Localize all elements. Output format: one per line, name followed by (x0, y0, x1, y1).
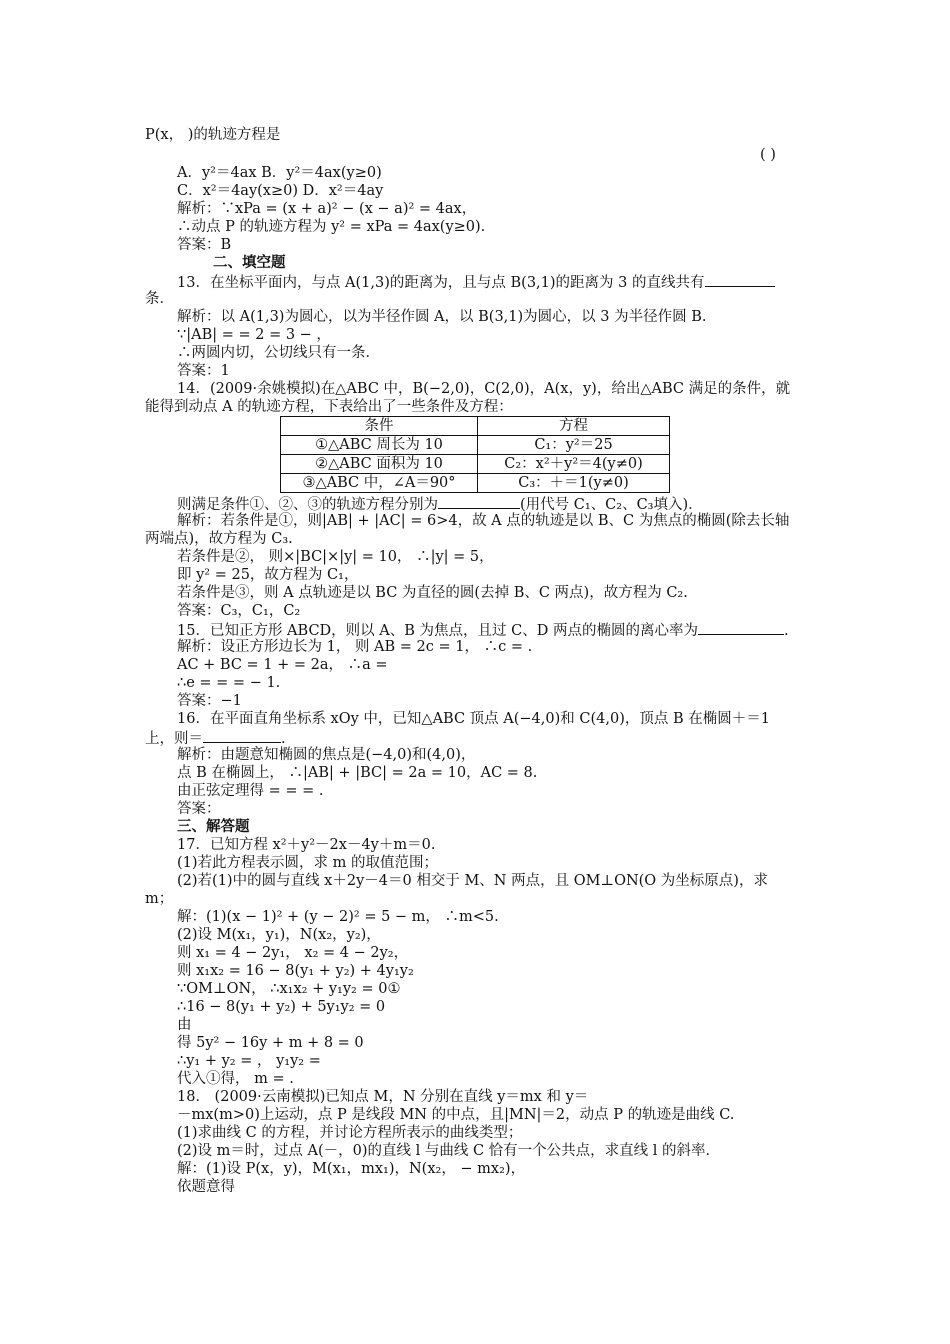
text-line-content: ∴16 − 8(y₁ + y₂) + 5y₁y₂ = 0 (177, 999, 386, 1015)
text-line-content: 点 B 在椭圆上， ∴|AB| + |BC| = 2a = 10，AC = 8. (177, 765, 538, 781)
table-row (281, 474, 670, 493)
text-line-content: ( ) (760, 147, 776, 163)
text-line (177, 1034, 364, 1052)
text-line-content: ∴两圆内切，公切线只有一条． (177, 345, 380, 361)
text-line-content: 两端点)，故方程为 C₃. (145, 531, 293, 547)
text-line-content: 则 x₁ = 4 − 2y₁， x₂ = 4 − 2y₂， (177, 945, 409, 961)
text-line-content: 解：(1)设 P(x，y)，M(x₁，mx₁)，N(x₂， − mx₂)， (177, 1161, 526, 1177)
text-line (145, 126, 280, 144)
text-line (177, 272, 775, 292)
text-line (145, 290, 174, 308)
text-line-content: 解析：设正方形边长为 1， 则 AB = 2c = 1， ∴c = . (177, 639, 533, 655)
text-line-content: 答案：1 (177, 363, 230, 379)
text-line (177, 638, 532, 656)
text-line (177, 656, 388, 674)
text-line-content: (1)若此方程表示圆，求 m 的取值范围； (177, 855, 439, 871)
text-line-content: 则 x₁x₂ = 16 − 8(y₁ + y₂) + 4y₁y₂ (177, 963, 414, 979)
table-row (281, 436, 670, 455)
table-cell: ①△ABC 周长为 10 (281, 436, 478, 455)
text-line (177, 710, 770, 728)
text-line-content: 三、解答题 (177, 818, 250, 835)
text-line-content: 答案：−1 (177, 693, 242, 709)
text-line (177, 818, 250, 836)
text-line-content: ∴动点 P 的轨迹方程为 y² = xPa = 4ax(y≥0). (177, 219, 486, 235)
text-line (177, 308, 707, 326)
text-line-content: A．y²＝4ax B．y²＝4ax(y≥0) (177, 165, 382, 181)
conditions-table (280, 416, 670, 493)
table-cell: ③△ABC 中，∠A＝90° (281, 474, 478, 493)
text-line-content: ∴e = = = − 1. (177, 675, 281, 691)
text-line-content: －mx(m>0)上运动，点 P 是线段 MN 的中点，且|MN|＝2，动点 P 的轨迹是曲线 C. (177, 1107, 735, 1123)
text-line (177, 182, 383, 200)
text-line-content: (2)若(1)中的圆与直线 x＋2y－4＝0 相交于 M、N 两点，且 OM⊥ON(O 为坐标原点)，求 (177, 873, 768, 889)
text-line (177, 584, 688, 602)
text-line-content: 解析：由题意知椭圆的焦点是(−4,0)和(4,0)， (177, 747, 476, 763)
text-line (145, 728, 286, 748)
text-line (177, 218, 485, 236)
table-header: 条件 (281, 417, 478, 436)
table-cell: ②△ABC 面积为 10 (281, 455, 478, 474)
text-line (177, 548, 494, 566)
text-line (177, 566, 358, 584)
text-line-content: 若条件是③，则 A 点轨迹是以 BC 为直径的圆(去掉 B、C 两点)，故方程为 C₂. (177, 585, 688, 601)
text-line-content: 17．已知方程 x²＋y²－2x－4y＋m＝0. (177, 837, 436, 853)
text-line (177, 1016, 192, 1034)
table-cell: C₂：x²＋y²＝4(y≠0) (478, 455, 670, 474)
answer-blank (203, 728, 281, 743)
text-line (177, 512, 789, 530)
text-line (177, 326, 331, 344)
text-line-content: 答案：C₃，C₁，C₂ (177, 603, 301, 619)
table-cell: C₁：y²＝25 (478, 436, 670, 455)
text-line (177, 620, 789, 640)
text-line (177, 1142, 720, 1160)
text-line-content: 18． (2009·云南模拟)已知点 M，N 分别在直线 y＝mx 和 y＝ (177, 1089, 589, 1105)
text-line (177, 800, 221, 818)
text-line-tail: (用代号 C₁、C₂、C₃填入)． (520, 497, 703, 513)
text-line (177, 362, 230, 380)
answer-blank (705, 272, 775, 287)
text-line (177, 1070, 294, 1088)
text-line (177, 908, 499, 926)
text-line-content: P(x， )的轨迹方程是 (145, 127, 281, 143)
text-line-content: 15．已知正方形 ABCD，则以 A、B 为焦点，且过 C、D 两点的椭圆的离心率为 (177, 623, 698, 639)
answer-blank (438, 494, 520, 509)
text-line (177, 998, 385, 1016)
text-line (145, 398, 513, 416)
text-line (177, 200, 476, 218)
text-line (177, 836, 435, 854)
text-line (177, 692, 242, 710)
text-line (213, 254, 286, 272)
text-line (177, 344, 380, 362)
text-line-content: 16．在平面直角坐标系 xOy 中，已知△ABC 顶点 A(−4,0)和 C(4,0)，顶点 B 在椭圆＋＝1 (177, 711, 770, 727)
text-line (177, 164, 382, 182)
table-cell: C₃：＋＝1(y≠0) (478, 474, 670, 493)
text-line (177, 962, 414, 980)
text-line-content: m； (145, 891, 174, 907)
text-line-content: (2)设 M(x₁，y₁)，N(x₂，y₂)， (177, 927, 381, 943)
text-line-content: 解析：以 A(1,3)为圆心，以为半径作圆 A，以 B(3,1)为圆心，以 3 为半径作圆 B. (177, 309, 707, 325)
text-line-content: 则满足条件①、②、③的轨迹方程分别为 (177, 497, 438, 513)
text-line-content: 若条件是②， 则×|BC|×|y| = 10， ∴|y| = 5， (177, 549, 494, 565)
text-line-content: 答案： (177, 801, 221, 817)
text-line-content: ∵OM⊥ON， ∴x₁x₂ + y₁y₂ = 0① (177, 981, 401, 997)
text-line-content: 14．(2009·余姚模拟)在△ABC 中，B(−2,0)，C(2,0)，A(x，y)，给出△ABC 满足的条件，就 (177, 381, 791, 397)
text-line-content: C．x²＝4ay(x≥0) D．x²＝4ay (177, 183, 384, 199)
text-line (177, 1052, 321, 1070)
text-line-tail: . (783, 623, 789, 639)
table-header: 方程 (478, 417, 670, 436)
table-header-row (281, 417, 670, 436)
answer-blank (698, 620, 784, 635)
text-line (177, 380, 790, 398)
text-line (177, 854, 438, 872)
text-line (177, 764, 537, 782)
text-line-content: (2)设 m＝时，过点 A(－，0)的直线 l 与曲线 C 恰有一个公共点，求直线 l 的斜率． (177, 1143, 721, 1159)
text-line (177, 746, 475, 764)
text-line (177, 944, 408, 962)
text-line-content: 条． (145, 291, 174, 307)
text-line-content: 上，则＝ (145, 731, 203, 747)
text-line (177, 926, 381, 944)
text-line-content: 解析：若条件是①，则|AB| + |AC| = 6>4，故 A 点的轨迹是以 B、C 为焦点的椭圆(除去长轴 (177, 513, 790, 529)
text-line-content: 依题意得 (177, 1179, 235, 1195)
text-line-content: AC + BC = 1 + = 2a， ∴a = (177, 657, 388, 673)
text-line (177, 782, 324, 800)
text-line-content: 即 y² = 25，故方程为 C₁， (177, 567, 359, 583)
text-line-content: 由正弦定理得 = = = . (177, 783, 324, 799)
text-line (760, 146, 776, 164)
text-line (177, 602, 300, 620)
text-line (177, 1178, 235, 1196)
text-line (177, 1160, 525, 1178)
table-row (281, 455, 670, 474)
text-line-content: 解：(1)(x − 1)² + (y − 2)² = 5 − m， ∴m<5. (177, 909, 499, 925)
text-line (145, 530, 293, 548)
text-line (177, 1088, 588, 1106)
text-line-content: 二、填空题 (213, 254, 286, 271)
text-line (177, 674, 280, 692)
text-line-content: 能得到动点 A 的轨迹方程，下表给出了一些条件及方程： (145, 399, 513, 415)
text-line (177, 980, 400, 998)
text-line-content: 由 (177, 1017, 192, 1033)
text-line-content: 代入①得， m = . (177, 1071, 294, 1087)
text-line (177, 494, 703, 514)
text-line-content: ∴y₁ + y₂ = ， y₁y₂ = (177, 1053, 321, 1069)
text-line (145, 890, 173, 908)
text-line-tail: . (281, 731, 286, 747)
text-line-content: 答案：B (177, 237, 232, 253)
text-line (177, 1106, 734, 1124)
text-line-content: ∵|AB| = = 2 = 3 − ， (177, 327, 331, 343)
text-line (177, 1124, 522, 1142)
text-line-content: (1)求曲线 C 的方程，并讨论方程所表示的曲线类型； (177, 1125, 523, 1141)
text-line-content: 解析：∵xPa = (x + a)² − (x − a)² = 4ax， (177, 201, 477, 217)
text-line (177, 236, 231, 254)
text-line-content: 得 5y² − 16y + m + 8 = 0 (177, 1035, 364, 1051)
text-line (177, 872, 768, 890)
text-line-content: 13．在坐标平面内，与点 A(1,3)的距离为，且与点 B(3,1)的距离为 3 的直线共有 (177, 275, 705, 291)
